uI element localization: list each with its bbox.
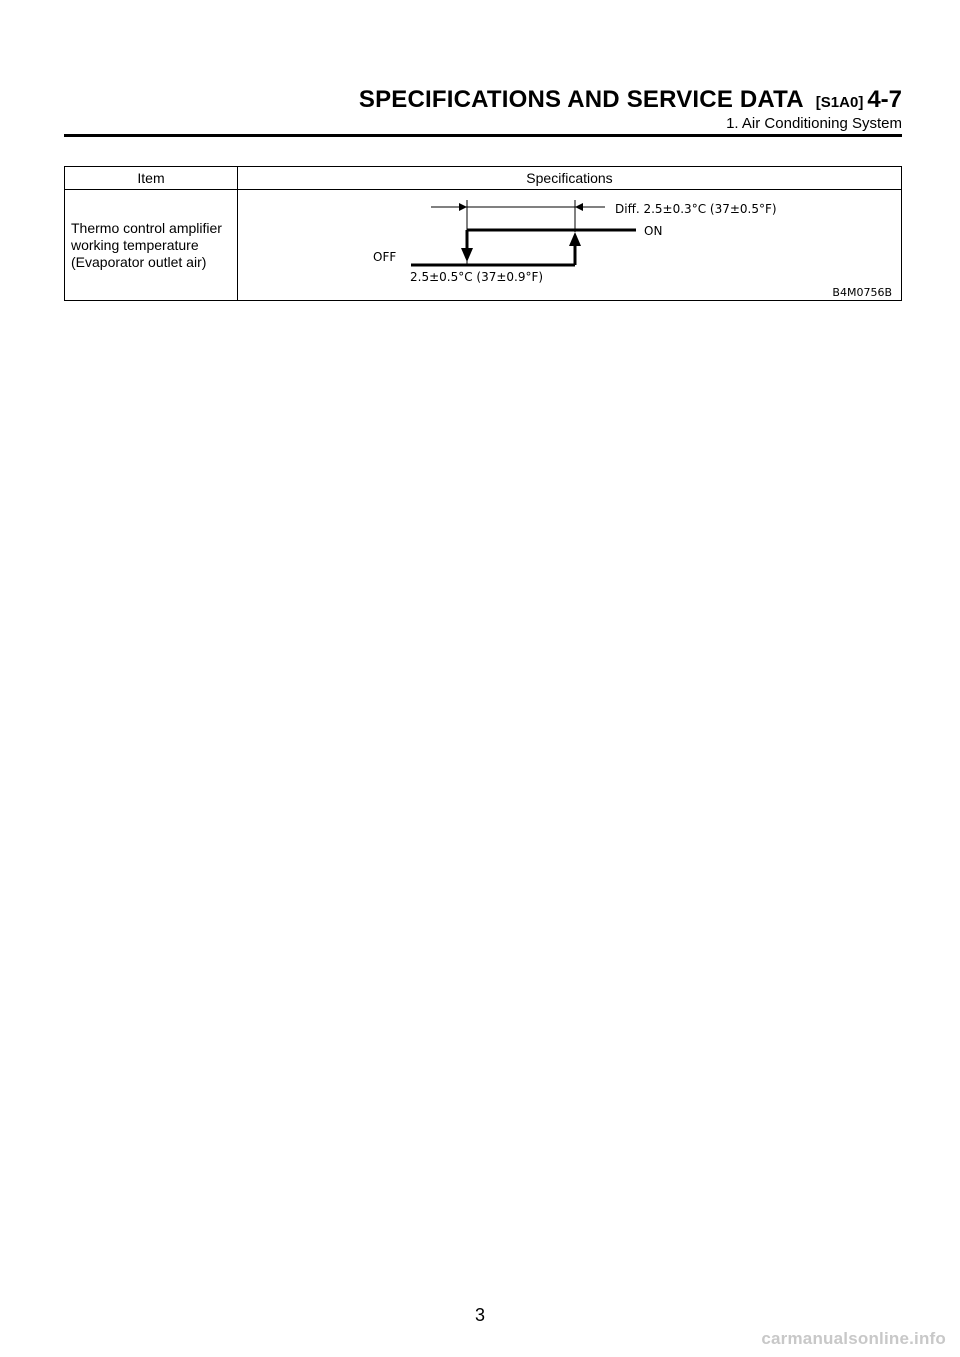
section-title — [359, 86, 902, 114]
diff-label: Diff. 2.5±0.3°C (37±0.5°F) — [615, 202, 777, 216]
item-line: Thermo control amplifier — [71, 220, 222, 236]
item-line: working temperature — [71, 237, 199, 253]
off-label: OFF — [373, 250, 397, 264]
watermark: carmanualsonline.info — [761, 1329, 946, 1348]
section-subtitle: 1. Air Conditioning System — [726, 115, 902, 132]
down-arrow-icon — [461, 248, 473, 262]
hysteresis-diagram — [238, 190, 901, 300]
item-line: (Evaporator outlet air) — [71, 254, 207, 270]
column-header-specifications: Specifications — [238, 167, 902, 190]
spec-table — [64, 166, 902, 301]
item-cell — [65, 190, 238, 301]
header-rule — [64, 134, 902, 137]
page-number: 3 — [474, 1305, 485, 1325]
table-header-row — [65, 167, 902, 190]
up-arrow-icon — [569, 232, 581, 246]
diff-arrow-left-icon — [575, 203, 583, 211]
table-row — [65, 190, 902, 301]
figure-code: B4M0756B — [832, 286, 892, 299]
column-header-item: Item — [65, 167, 238, 190]
section-code: [S1A0] — [815, 94, 864, 111]
section-title-text: SPECIFICATIONS AND SERVICE DATA — [358, 86, 804, 113]
section-page-number: 4-7 — [867, 86, 902, 113]
temperature-label: 2.5±0.5°C (37±0.9°F) — [410, 270, 544, 284]
specification-cell — [238, 190, 902, 301]
page-header — [64, 86, 902, 140]
diff-arrow-right-icon — [459, 203, 467, 211]
on-label: ON — [644, 224, 663, 238]
